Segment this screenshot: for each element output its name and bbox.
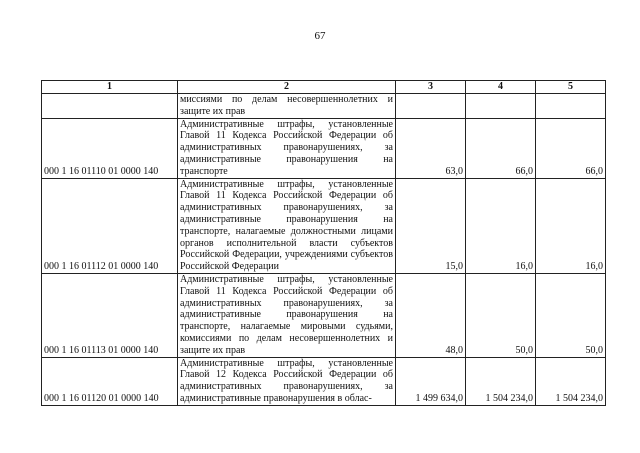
table-row xyxy=(42,273,606,357)
row-description: Административные штрафы, установленные Главой 11 Кодекса Российской Федерации об административных правонарушениях, за административные правонарушения на транспорте, налагаемые мировыми судьями, комиссиями по делам несовершеннолетних и защите их прав xyxy=(178,273,396,357)
row-code: 000 1 16 01110 01 0000 140 xyxy=(42,118,178,178)
row-value-col5: 66,0 xyxy=(536,118,606,178)
column-header-5: 5 xyxy=(536,81,606,94)
row-description: миссиями по делам несовершеннолетних и защите их прав xyxy=(178,94,396,119)
row-value-col4: 1 504 234,0 xyxy=(466,357,536,405)
row-value-col3: 1 499 634,0 xyxy=(396,357,466,405)
column-header-1: 1 xyxy=(42,81,178,94)
row-description: Административные штрафы, установленные Главой 11 Кодекса Российской Федерации об административных правонарушениях, за административные правонарушения на транспорте xyxy=(178,118,396,178)
column-header-3: 3 xyxy=(396,81,466,94)
row-description: Административные штрафы, установленные Главой 11 Кодекса Российской Федерации об административных правонарушениях, за административные правонарушения на транспорте, налагаемые должностными лицами органов исполнительной власти субъектов Российской Федерации, учреждениями субъектов Российской Федерации xyxy=(178,178,396,273)
row-value-col4 xyxy=(466,94,536,119)
row-value-col3: 48,0 xyxy=(396,273,466,357)
page-number: 67 xyxy=(314,30,326,42)
row-value-col3: 15,0 xyxy=(396,178,466,273)
row-code: 000 1 16 01120 01 0000 140 xyxy=(42,357,178,405)
row-value-col4: 50,0 xyxy=(466,273,536,357)
row-code xyxy=(42,94,178,119)
table-row xyxy=(42,118,606,178)
row-value-col5: 1 504 234,0 xyxy=(536,357,606,405)
budget-table xyxy=(41,80,606,406)
row-value-col4: 16,0 xyxy=(466,178,536,273)
column-header-2: 2 xyxy=(178,81,396,94)
table-row xyxy=(42,94,606,119)
table-row xyxy=(42,357,606,405)
row-description: Административные штрафы, установленные Главой 12 Кодекса Российской Федерации об административных правонарушениях, за административные правонарушения в облас- xyxy=(178,357,396,405)
row-value-col5: 16,0 xyxy=(536,178,606,273)
header-row xyxy=(42,81,606,94)
row-value-col4: 66,0 xyxy=(466,118,536,178)
row-value-col3 xyxy=(396,94,466,119)
row-code: 000 1 16 01112 01 0000 140 xyxy=(42,178,178,273)
column-header-4: 4 xyxy=(466,81,536,94)
table-row xyxy=(42,178,606,273)
row-value-col5: 50,0 xyxy=(536,273,606,357)
row-value-col5 xyxy=(536,94,606,119)
row-value-col3: 63,0 xyxy=(396,118,466,178)
row-code: 000 1 16 01113 01 0000 140 xyxy=(42,273,178,357)
